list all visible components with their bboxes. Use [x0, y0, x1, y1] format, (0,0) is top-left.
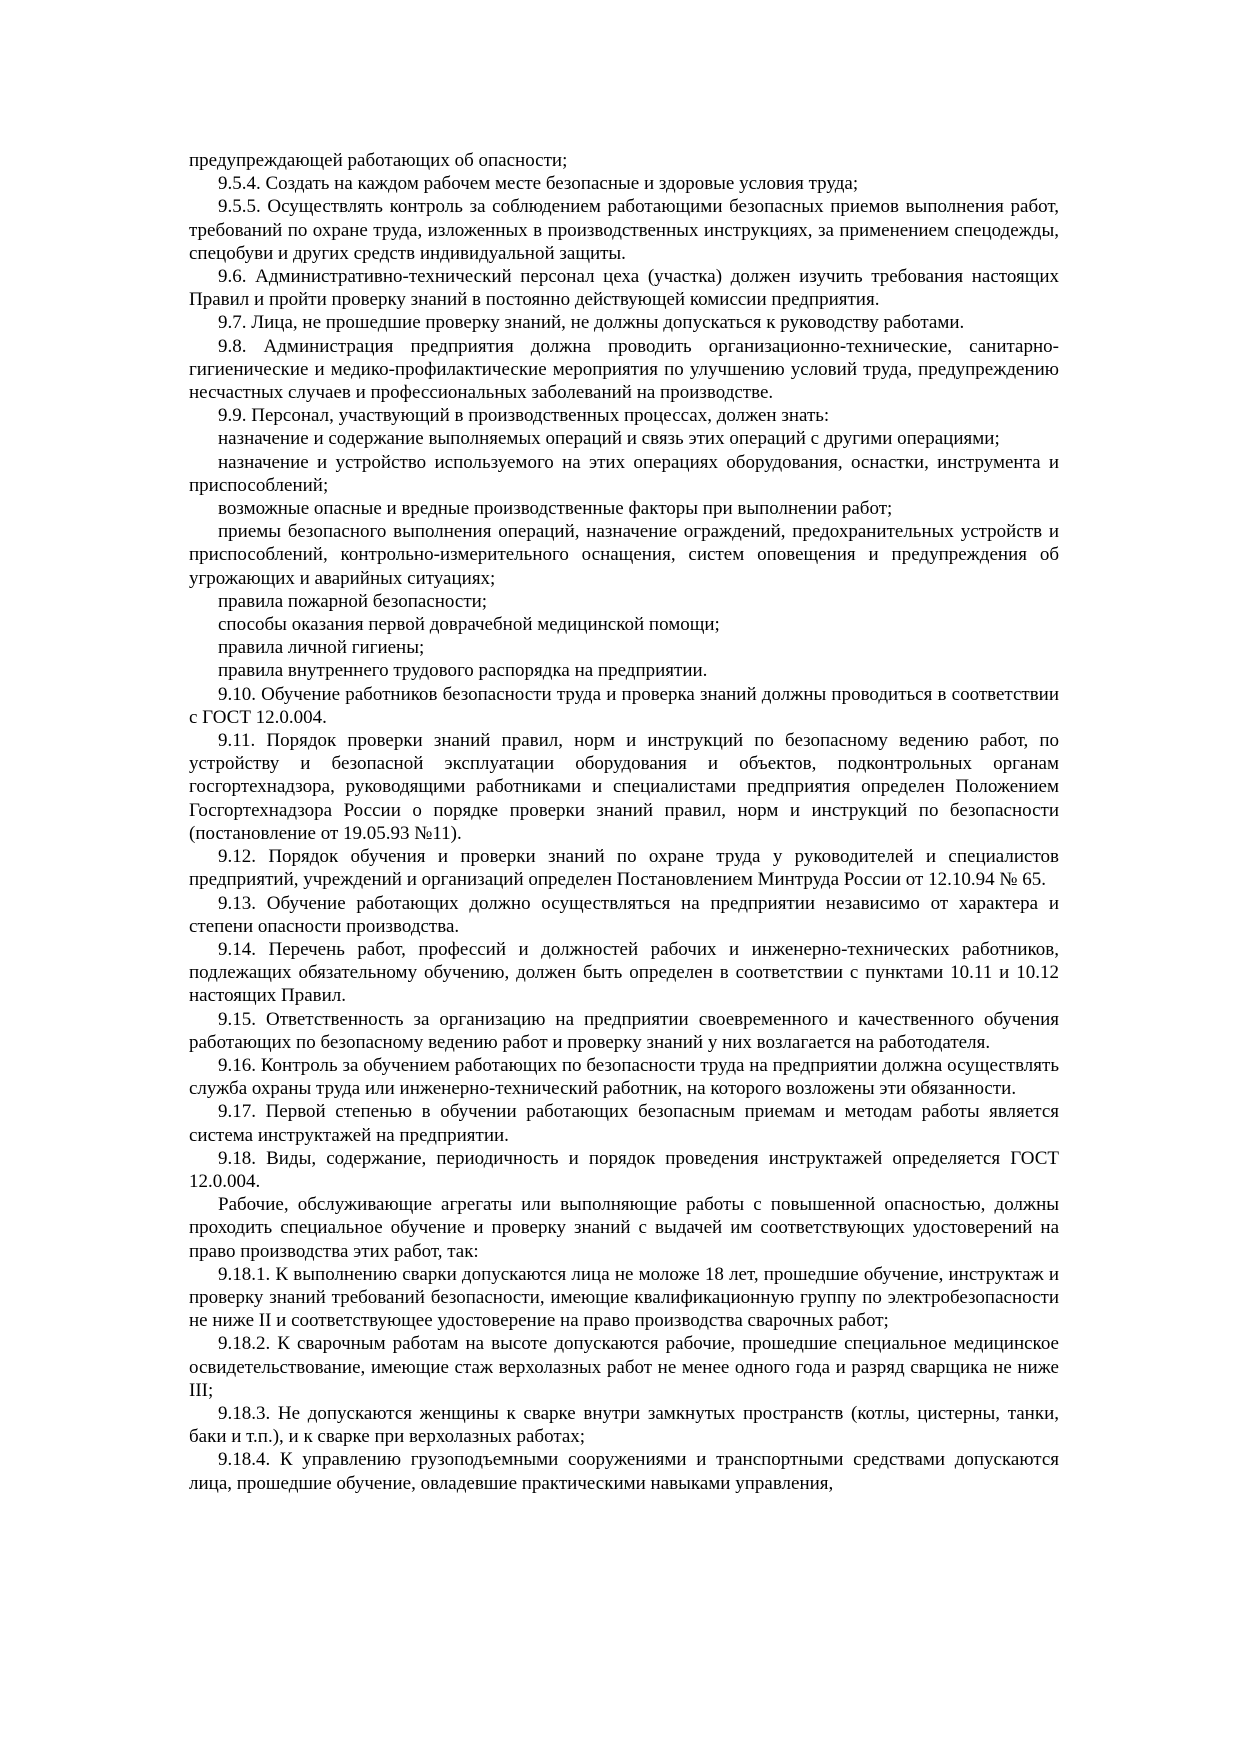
- paragraph-9-5-4: 9.5.4. Создать на каждом рабочем месте безопасные и здоровые условия труда;: [218, 173, 859, 195]
- paragraph-9-18-1: 9.18.1. К выполнению сварки допускаются лица не моложе 18 лет, прошедшие обучение, инструктаж и проверку знаний требований безопасности, имеющие квалификационную группу по электробезопасности не ниже II и соответствующее удостоверение на право производства сварочных работ;: [189, 1263, 1059, 1332]
- list-item-fire-safety: правила пожарной безопасности;: [218, 590, 488, 612]
- paragraph-9-18-3: 9.18.3. Не допускаются женщины к сварке внутри замкнутых пространств (котлы, цистерны, танки, баки и т.п.), и к сварке при верхолазных работах;: [189, 1402, 1059, 1448]
- list-item-safe-methods: приемы безопасного выполнения операций, назначение ограждений, предохранительных устройств и приспособлений, контрольно-измерительного оснащения, систем оповещения и предупреждения об угрожающих и аварийных ситуациях;: [189, 521, 1059, 589]
- paragraph-9-9: 9.9. Персонал, участвующий в производственных процессах, должен знать:: [218, 405, 830, 427]
- paragraph-continuation: предупреждающей работающих об опасности;: [189, 150, 568, 171]
- paragraph-9-10: 9.10. Обучение работников безопасности труда и проверка знаний должны проводиться в соответствии с ГОСТ 12.0.004.: [189, 683, 1059, 728]
- document-page: [189, 149, 1059, 1495]
- list-item-purpose: назначение и содержание выполняемых операций и связь этих операций с другими операциями;: [218, 428, 1000, 450]
- paragraph-9-5-5: 9.5.5. Осуществлять контроль за соблюдением работающими безопасных приемов выполнения работ, требований по охране труда, изложенных в производственных инструкциях, за применением спецодежды, спецобуви и других средств индивидуальной защиты.: [189, 196, 1059, 264]
- paragraph-9-16: 9.16. Контроль за обучением работающих по безопасности труда на предприятии должна осуществлять служба охраны труда или инженерно-технический работник, на которого возложены эти обязанности.: [189, 1054, 1059, 1100]
- list-item-first-aid: способы оказания первой доврачебной медицинской помощи;: [218, 614, 720, 636]
- paragraph-9-14: 9.14. Перечень работ, профессий и должностей рабочих и инженерно-технических работников, подлежащих обязательному обучению, должен быть определен в соответствии с пунктами 10.11 и 10.12 настоящих Правил.: [189, 938, 1059, 1007]
- paragraph-9-8: 9.8. Администрация предприятия должна проводить организационно-технические, санитарно-гигиенические и медико-профилактические мероприятия по улучшению условий труда, предупреждению несчастных случаев и профессиональных заболеваний на производстве.: [189, 335, 1059, 404]
- paragraph-9-17: 9.17. Первой степенью в обучении работающих безопасным приемам и методам работы является система инструктажей на предприятии.: [189, 1101, 1059, 1146]
- paragraph-9-15: 9.15. Ответственность за организацию на предприятии своевременного и качественного обучения работающих по безопасному ведению работ и проверку знаний у них возлагается на работодателя.: [189, 1008, 1059, 1053]
- paragraph-9-18-4: 9.18.4. К управлению грузоподъемными сооружениями и транспортными средствами допускаются лица, прошедшие обучение, овладевшие практическими навыками управления,: [189, 1449, 1059, 1494]
- paragraph-9-12: 9.12. Порядок обучения и проверки знаний по охране труда у руководителей и специалистов предприятий, учреждений и организаций определен Постановлением Минтруда России от 12.10.94 № 65.: [189, 846, 1059, 891]
- list-item-equipment: назначение и устройство используемого на этих операциях оборудования, оснастки, инструмента и приспособлений;: [189, 451, 1059, 496]
- list-item-hazards: возможные опасные и вредные производственные факторы при выполнении работ;: [218, 498, 893, 520]
- paragraph-9-13: 9.13. Обучение работающих должно осуществляться на предприятии независимо от характера и степени опасности производства.: [189, 892, 1059, 937]
- paragraph-9-18-2: 9.18.2. К сварочным работам на высоте допускаются рабочие, прошедшие специальное медицинское освидетельствование, имеющие стаж верхолазных работ не менее одного года и разряд сварщика не ниже III;: [189, 1333, 1059, 1401]
- paragraph-9-11: 9.11. Порядок проверки знаний правил, норм и инструкций по безопасному ведению работ, по устройству и безопасной эксплуатации оборудования и объектов, подконтрольных органам госгортехнадзора, руководящими работниками и специалистами предприятия определен Положением Госгортехнадзора России о порядке проверки знаний правил, норм и инструкций по безопасности (постановление от 19.05.93 №11).: [189, 730, 1059, 844]
- list-item-labor-rules: правила внутреннего трудового распорядка на предприятии.: [218, 660, 708, 682]
- paragraph-9-18: 9.18. Виды, содержание, периодичность и порядок проведения инструктажей определяется ГОСТ 12.0.004.: [189, 1147, 1059, 1192]
- paragraph-9-7: 9.7. Лица, не прошедшие проверку знаний, не должны допускаться к руководству работами.: [218, 312, 965, 334]
- list-item-hygiene: правила личной гигиены;: [218, 637, 425, 659]
- paragraph-9-6: 9.6. Административно-технический персонал цеха (участка) должен изучить требования настоящих Правил и пройти проверку знаний в постоянно действующей комиссии предприятия.: [189, 266, 1059, 311]
- paragraph-hazardous-work: Рабочие, обслуживающие агрегаты или выполняющие работы с повышенной опасностью, должны проходить специальное обучение и проверку знаний с выдачей им соответствующих удостоверений на право производства этих работ, так:: [189, 1194, 1059, 1262]
